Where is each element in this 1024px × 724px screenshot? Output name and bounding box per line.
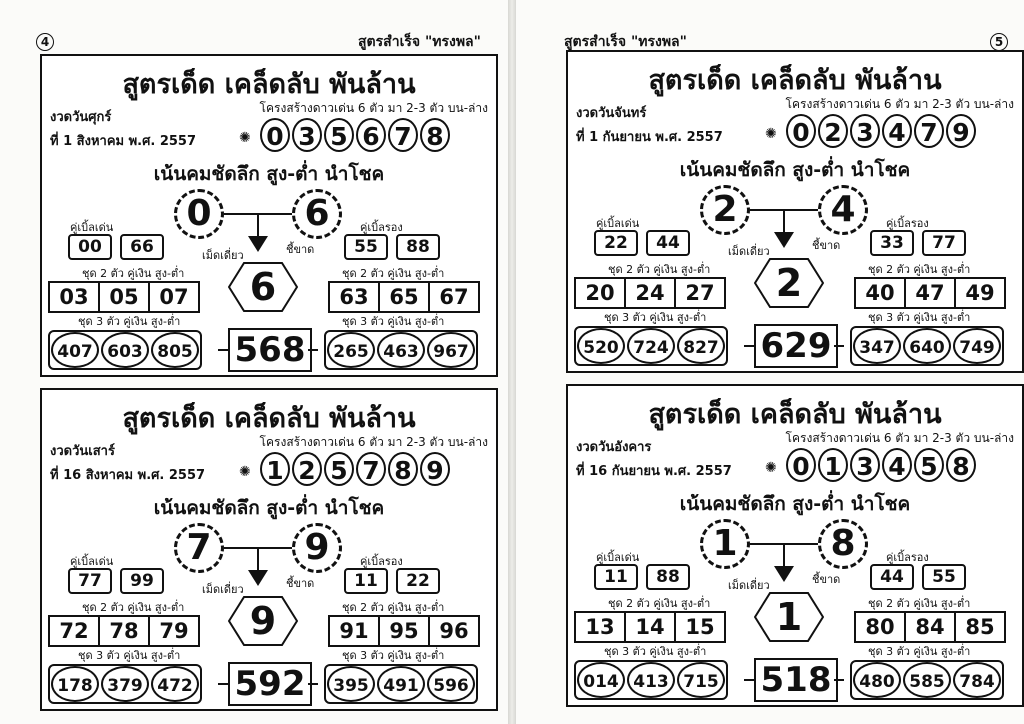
pair-number: 11	[344, 568, 388, 594]
sun-icon: ✺	[239, 464, 251, 480]
set2-label: ชุด 2 ตัว คู่เงิน สูง-ต่ำ	[868, 597, 971, 610]
pair-number: 22	[594, 230, 638, 256]
pair-number: 44	[870, 564, 914, 590]
page-number: 4	[36, 33, 54, 51]
single-digit-hexagon	[228, 596, 298, 646]
pair-number: 55	[344, 234, 388, 260]
draw-date: ที่ 1 สิงหาคม พ.ศ. 2557	[50, 134, 197, 149]
big-digit-right: 4	[818, 185, 868, 235]
emphasis-line: เน้นคมชัดลึก สูง-ต่ำ นำโชค	[153, 163, 385, 185]
big-digit-right: 6	[292, 189, 342, 239]
set2-right	[854, 611, 1006, 643]
sun-icon: ✺	[765, 460, 777, 476]
second-pairs-label: คู่เบิ้ลรอง	[886, 551, 929, 564]
connector-line	[257, 213, 259, 237]
two-digit-number: 03	[50, 283, 100, 311]
three-digit-number: 805	[151, 332, 199, 368]
connector-line	[257, 547, 259, 571]
two-digit-number: 80	[856, 613, 906, 641]
draw-day: งวดวันเสาร์	[50, 444, 115, 459]
draw-date: ที่ 1 กันยายน พ.ศ. 2557	[576, 130, 723, 145]
two-digit-number: 63	[330, 283, 380, 311]
three-digit-number: 784	[953, 662, 1001, 698]
pair-number: 66	[120, 234, 164, 260]
decisive-label: ชี้ขาด	[286, 243, 315, 256]
three-digit-number: 491	[377, 666, 425, 702]
two-digit-number: 27	[685, 281, 715, 305]
three-digit-number: 596	[427, 666, 475, 702]
set3-right	[850, 326, 1004, 366]
single-label: เม็ดเดี่ยว	[202, 583, 244, 596]
decisive-label: ชี้ขาด	[812, 573, 841, 586]
single-digit-hexagon	[228, 262, 298, 312]
lucky-digit: 2	[292, 452, 322, 486]
set2-label: ชุด 2 ตัว คู่เงิน สูง-ต่ำ	[82, 601, 185, 614]
pair-number: 77	[922, 230, 966, 256]
big-digit-left: 0	[174, 189, 224, 239]
three-digit-number: 585	[903, 662, 951, 698]
arrow-down-icon	[774, 566, 794, 582]
set2-left	[48, 615, 200, 647]
lottery-panel	[566, 384, 1024, 707]
book-spine	[508, 0, 516, 724]
set2-right	[854, 277, 1006, 309]
lucky-digit: 1	[818, 448, 848, 482]
three-digit-number: 640	[903, 328, 951, 364]
three-digit-number: 347	[853, 328, 901, 364]
three-digit-number: 603	[101, 332, 149, 368]
set3-label: ชุด 3 ตัว คู่เงิน สูง-ต่ำ	[604, 311, 707, 324]
main-pairs	[68, 234, 164, 260]
lucky-digit: 7	[388, 118, 418, 152]
single-label: เม็ดเดี่ยว	[728, 245, 770, 258]
three-digit-number: 265	[327, 332, 375, 368]
set2-label: ชุด 2 ตัว คู่เงิน สูง-ต่ำ	[608, 597, 711, 610]
lucky-digit: 5	[914, 448, 944, 482]
main-pairs-label: คู่เบิ้ลเด่น	[70, 555, 114, 568]
single-digit-hexagon	[754, 258, 824, 308]
center-three-digit: 592	[228, 662, 312, 706]
three-digit-number: 178	[51, 666, 99, 702]
connector-line	[783, 209, 785, 233]
three-digit-number: 463	[377, 332, 425, 368]
set3-label: ชุด 3 ตัว คู่เงิน สูง-ต่ำ	[868, 311, 971, 324]
three-digit-number: 413	[627, 662, 675, 698]
set2-label: ชุด 2 ตัว คู่เงิน สูง-ต่ำ	[342, 267, 445, 280]
connector-line	[783, 543, 785, 567]
lucky-digit: 9	[946, 114, 976, 148]
emphasis-line: เน้นคมชัดลึก สูง-ต่ำ นำโชค	[679, 493, 911, 515]
three-digit-number: 395	[327, 666, 375, 702]
second-pairs-label: คู่เบิ้ลรอง	[360, 221, 403, 234]
three-digit-number: 827	[677, 328, 725, 364]
two-digit-number: 15	[685, 615, 715, 639]
second-pairs	[870, 564, 966, 590]
pair-number: 22	[396, 568, 440, 594]
arrow-down-icon	[774, 232, 794, 248]
center-three-digit: 629	[754, 324, 838, 368]
pair-number: 77	[68, 568, 112, 594]
single-label: เม็ดเดี่ยว	[728, 579, 770, 592]
set3-label: ชุด 3 ตัว คู่เงิน สูง-ต่ำ	[78, 649, 181, 662]
lucky-digit: 0	[786, 114, 816, 148]
set3-right	[850, 660, 1004, 700]
set2-left	[574, 611, 726, 643]
page-number: 5	[990, 33, 1008, 51]
lucky-digit: 4	[882, 448, 912, 482]
main-pairs-label: คู่เบิ้ลเด่น	[596, 551, 640, 564]
lucky-digit: 4	[882, 114, 912, 148]
single-digit: 2	[775, 261, 803, 305]
page-header: สูตรสำเร็จ "ทรงพล"	[358, 34, 481, 50]
pair-number: 55	[922, 564, 966, 590]
pair-number: 33	[870, 230, 914, 256]
lucky-digit: 8	[946, 448, 976, 482]
two-digit-number: 72	[50, 617, 100, 645]
set3-label: ชุด 3 ตัว คู่เงิน สูง-ต่ำ	[868, 645, 971, 658]
single-digit: 6	[249, 265, 277, 309]
lucky-digit: 7	[356, 452, 386, 486]
main-pairs-label: คู่เบิ้ลเด่น	[70, 221, 114, 234]
pair-number: 00	[68, 234, 112, 260]
lucky-digit: 0	[786, 448, 816, 482]
arrow-down-icon	[248, 570, 268, 586]
set2-label: ชุด 2 ตัว คู่เงิน สูง-ต่ำ	[868, 263, 971, 276]
page-header: สูตรสำเร็จ "ทรงพล"	[564, 34, 687, 50]
set3-left	[574, 326, 728, 366]
panel-title: สูตรเด็ด เคล็ดลับ พันล้าน	[648, 65, 942, 96]
set3-label: ชุด 3 ตัว คู่เงิน สูง-ต่ำ	[604, 645, 707, 658]
big-digit-right: 9	[292, 523, 342, 573]
set2-label: ชุด 2 ตัว คู่เงิน สูง-ต่ำ	[82, 267, 185, 280]
panel-title: สูตรเด็ด เคล็ดลับ พันล้าน	[648, 399, 942, 430]
two-digit-number: 13	[576, 613, 626, 641]
three-digit-number: 379	[101, 666, 149, 702]
set2-left	[48, 281, 200, 313]
lottery-panel	[40, 388, 498, 711]
panel-subtitle: โครงสร้างดาวเด่น 6 ตัว มา 2-3 ตัว บน-ล่าง	[259, 101, 488, 115]
lucky-digit: 5	[324, 118, 354, 152]
two-digit-number: 67	[439, 285, 469, 309]
decisive-label: ชี้ขาด	[286, 577, 315, 590]
set3-label: ชุด 3 ตัว คู่เงิน สูง-ต่ำ	[78, 315, 181, 328]
lottery-panel	[566, 50, 1024, 373]
connector-line	[218, 349, 228, 351]
set3-left	[48, 330, 202, 370]
three-digit-number: 014	[577, 662, 625, 698]
lucky-digit: 2	[818, 114, 848, 148]
set2-label: ชุด 2 ตัว คู่เงิน สูง-ต่ำ	[608, 263, 711, 276]
two-digit-number: 07	[159, 285, 189, 309]
set3-label: ชุด 3 ตัว คู่เงิน สูง-ต่ำ	[342, 649, 445, 662]
center-three-digit: 518	[754, 658, 838, 702]
draw-day: งวดวันศุกร์	[50, 110, 112, 125]
panel-subtitle: โครงสร้างดาวเด่น 6 ตัว มา 2-3 ตัว บน-ล่าง	[785, 97, 1014, 111]
second-pairs-label: คู่เบิ้ลรอง	[886, 217, 929, 230]
lucky-digit: 8	[388, 452, 418, 486]
draw-date: ที่ 16 กันยายน พ.ศ. 2557	[576, 464, 732, 479]
three-digit-number: 749	[953, 328, 1001, 364]
two-digit-number: 78	[100, 617, 150, 645]
two-digit-number: 49	[965, 281, 995, 305]
lucky-digits	[786, 448, 976, 482]
connector-line	[744, 679, 754, 681]
pair-number: 11	[594, 564, 638, 590]
lucky-digits	[260, 118, 450, 152]
panel-title: สูตรเด็ด เคล็ดลับ พันล้าน	[122, 69, 416, 100]
single-digit-hexagon	[754, 592, 824, 642]
emphasis-line: เน้นคมชัดลึก สูง-ต่ำ นำโชค	[153, 497, 385, 519]
two-digit-number: 96	[439, 619, 469, 643]
set2-label: ชุด 2 ตัว คู่เงิน สูง-ต่ำ	[342, 601, 445, 614]
connector-line	[744, 345, 754, 347]
three-digit-number: 724	[627, 328, 675, 364]
two-digit-number: 24	[626, 279, 676, 307]
lucky-digit: 1	[260, 452, 290, 486]
set3-right	[324, 330, 478, 370]
single-label: เม็ดเดี่ยว	[202, 249, 244, 262]
three-digit-number: 715	[677, 662, 725, 698]
main-pairs	[594, 564, 690, 590]
two-digit-number: 40	[856, 279, 906, 307]
decisive-label: ชี้ขาด	[812, 239, 841, 252]
set3-left	[574, 660, 728, 700]
set3-right	[324, 664, 478, 704]
three-digit-number: 407	[51, 332, 99, 368]
lucky-digit: 7	[914, 114, 944, 148]
draw-day: งวดวันอังคาร	[576, 440, 652, 455]
lucky-digit: 6	[356, 118, 386, 152]
second-pairs	[344, 568, 440, 594]
draw-day: งวดวันจันทร์	[576, 106, 647, 121]
main-pairs-label: คู่เบิ้ลเด่น	[596, 217, 640, 230]
pair-number: 88	[396, 234, 440, 260]
set3-label: ชุด 3 ตัว คู่เงิน สูง-ต่ำ	[342, 315, 445, 328]
three-digit-number: 480	[853, 662, 901, 698]
second-pairs	[870, 230, 966, 256]
second-pairs	[344, 234, 440, 260]
lucky-digit: 3	[850, 114, 880, 148]
pair-number: 88	[646, 564, 690, 590]
set3-left	[48, 664, 202, 704]
big-digit-left: 7	[174, 523, 224, 573]
pair-number: 44	[646, 230, 690, 256]
two-digit-number: 95	[380, 617, 430, 645]
two-digit-number: 84	[906, 613, 956, 641]
big-digit-left: 2	[700, 185, 750, 235]
panel-subtitle: โครงสร้างดาวเด่น 6 ตัว มา 2-3 ตัว บน-ล่าง	[259, 435, 488, 449]
lucky-digit: 5	[324, 452, 354, 486]
set2-right	[328, 281, 480, 313]
two-digit-number: 65	[380, 283, 430, 311]
emphasis-line: เน้นคมชัดลึก สูง-ต่ำ นำโชค	[679, 159, 911, 181]
panel-subtitle: โครงสร้างดาวเด่น 6 ตัว มา 2-3 ตัว บน-ล่าง	[785, 431, 1014, 445]
set2-right	[328, 615, 480, 647]
pair-number: 99	[120, 568, 164, 594]
two-digit-number: 91	[330, 617, 380, 645]
arrow-down-icon	[248, 236, 268, 252]
three-digit-number: 472	[151, 666, 199, 702]
lucky-digits	[786, 114, 976, 148]
sun-icon: ✺	[239, 130, 251, 146]
lucky-digit: 0	[260, 118, 290, 152]
lucky-digit: 8	[420, 118, 450, 152]
lucky-digits	[260, 452, 450, 486]
single-digit: 9	[249, 599, 277, 643]
big-digit-left: 1	[700, 519, 750, 569]
two-digit-number: 20	[576, 279, 626, 307]
two-digit-number: 14	[626, 613, 676, 641]
connector-line	[218, 683, 228, 685]
main-pairs	[594, 230, 690, 256]
main-pairs	[68, 568, 164, 594]
center-three-digit: 568	[228, 328, 312, 372]
big-digit-right: 8	[818, 519, 868, 569]
lucky-digit: 9	[420, 452, 450, 486]
set2-left	[574, 277, 726, 309]
draw-date: ที่ 16 สิงหาคม พ.ศ. 2557	[50, 468, 206, 483]
lucky-digit: 3	[850, 448, 880, 482]
three-digit-number: 967	[427, 332, 475, 368]
three-digit-number: 520	[577, 328, 625, 364]
sun-icon: ✺	[765, 126, 777, 142]
two-digit-number: 47	[906, 279, 956, 307]
single-digit: 1	[775, 595, 803, 639]
two-digit-number: 05	[100, 283, 150, 311]
two-digit-number: 85	[965, 615, 995, 639]
lucky-digit: 3	[292, 118, 322, 152]
two-digit-number: 79	[159, 619, 189, 643]
panel-title: สูตรเด็ด เคล็ดลับ พันล้าน	[122, 403, 416, 434]
lottery-panel	[40, 54, 498, 377]
second-pairs-label: คู่เบิ้ลรอง	[360, 555, 403, 568]
